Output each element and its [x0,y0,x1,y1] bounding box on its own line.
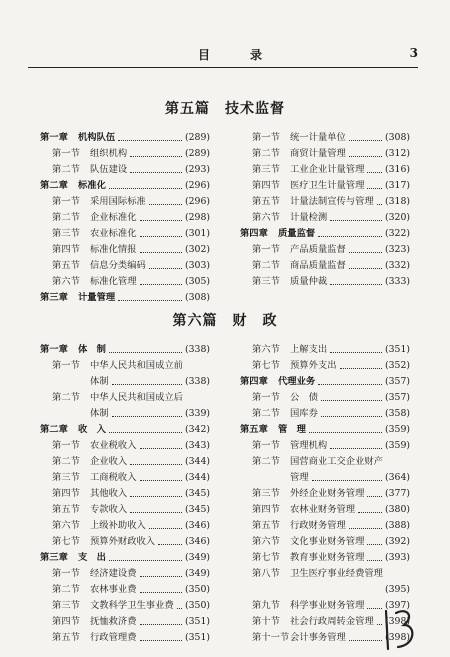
toc-section-entry [40,438,210,454]
toc-entry-title: 国营商业工交企业财产管理 [290,456,383,483]
toc-entry-page: (332) [385,260,410,271]
toc-entry-page: (312) [385,148,410,159]
toc-entry-label: 第一节 [252,440,280,451]
toc-chapter-entry [240,374,410,390]
toc-entry-title: 农林业财务管理 [290,504,356,515]
toc-entry-title: 上级补助收入 [90,520,146,531]
toc-entry-page: (345) [185,488,210,499]
toc-entry-label: 第五节 [252,196,280,207]
toc-entry-label: 第四节 [52,616,80,627]
toc-dot-leader [130,172,182,173]
toc-section-entry [40,226,210,242]
toc-section-entry [240,438,410,454]
toc-entry-label: 第二节 [252,148,280,159]
toc-entry-label: 第三章 [40,552,68,563]
toc-dot-leader [109,432,182,433]
toc-dot-leader [118,140,182,141]
toc-entry-label: 第六节 [252,536,280,547]
toc-entry-label: 第六节 [252,212,280,223]
toc-entry-label: 第七节 [52,536,80,547]
toc-entry-title: 农业税收入 [90,440,137,451]
toc-dot-leader [149,204,182,205]
toc-entry-title: 管 理 [278,424,306,435]
toc-entry-page: (296) [185,180,210,191]
toc-entry-page: (316) [385,164,410,175]
toc-section-entry [40,614,210,630]
toc-entry-label: 第一节 [52,568,80,579]
toc-entry-page: (352) [385,360,410,371]
toc-entry-page: (333) [385,276,410,287]
toc-entry-page: (359) [385,424,410,435]
toc-entry-title: 收 入 [78,424,106,435]
toc-entry-title: 标准化 [78,180,106,191]
toc-entry-title: 工商税收入 [90,472,137,483]
toc-section-entry [40,518,210,534]
toc-entry-label: 第四节 [52,488,80,499]
toc-entry-page: (342) [185,424,210,435]
toc-entry-title: 农林事业费 [90,584,137,595]
toc-dot-leader [349,268,382,269]
toc-section-entry [40,390,210,422]
toc-chapter-entry [40,130,210,146]
toc-dot-leader [367,544,382,545]
toc-entry-label: 第一节 [252,244,280,255]
toc-entry-page: (301) [185,228,210,239]
toc-entry-title: 支 出 [78,552,106,563]
toc-dot-leader [318,384,382,385]
toc-entry-label: 第四节 [252,180,280,191]
toc-dot-leader [318,236,382,237]
toc-entry-title: 文教科学卫生事业费 [90,600,174,611]
toc-entry-label: 第二节 [52,456,80,467]
toc-section-entry [240,534,410,550]
toc-entry-page: (357) [385,392,410,403]
toc-entry-label: 第二节 [52,212,80,223]
toc-dot-leader [177,608,182,609]
toc-dot-leader [330,448,382,449]
toc-entry-label: 第四章 [240,228,268,239]
toc-entry-page: (397) [385,600,410,611]
toc-entry-label: 第九节 [252,600,280,611]
toc-dot-leader [112,384,182,385]
toc-dot-leader [140,624,182,625]
toc-entry-page: (346) [185,520,210,531]
toc-entry-label: 第二节 [52,584,80,595]
part-five-title: 第五篇 技术监督 [165,101,285,117]
toc-dot-leader [140,236,182,237]
toc-section-entry [240,194,410,210]
toc-entry-title: 组织机构 [90,148,128,159]
toc-entry-label: 第五节 [52,504,80,515]
toc-entry-label: 第六节 [52,520,80,531]
header-rule [28,67,418,68]
toc-entry-label: 第五节 [252,520,280,531]
toc-entry-page: (351) [385,344,410,355]
toc-entry-page: (349) [185,568,210,579]
toc-section-entry [40,146,210,162]
toc-dot-leader [367,172,382,173]
toc-entry-label: 第三章 [40,292,68,303]
toc-entry-title: 质量仲裁 [290,276,328,287]
toc-entry-title: 预算外支出 [290,360,337,371]
toc-part-five-right-column [240,130,410,290]
toc-entry-page: (308) [185,292,210,303]
toc-section-entry [240,358,410,374]
toc-entry-title: 商品质量监督 [290,260,346,271]
toc-entry-page: (289) [185,148,210,159]
toc-chapter-entry [40,422,210,438]
toc-dot-leader [109,352,182,353]
toc-entry-title: 抚恤救济费 [90,616,137,627]
part-six-title: 第六篇 财 政 [172,313,278,329]
toc-entry-label: 第七节 [252,552,280,563]
toc-entry-label: 第三节 [52,228,80,239]
toc-section-entry [40,566,210,582]
toc-entry-label: 第一章 [40,344,68,355]
toc-entry-page: (345) [185,504,210,515]
toc-entry-page: (357) [385,376,410,387]
toc-dot-leader [358,512,382,513]
handwritten-page-mark [380,605,420,653]
toc-entry-title: 管理机构 [290,440,328,451]
toc-entry-title: 标准化管理 [90,276,137,287]
toc-section-entry [40,486,210,502]
toc-entry-page: (322) [385,228,410,239]
toc-entry-title: 农业标准化 [90,228,137,239]
toc-entry-label: 第一节 [52,196,80,207]
toc-dot-leader [109,560,182,561]
toc-entry-page: (359) [385,440,410,451]
toc-entry-title: 质量监督 [278,228,316,239]
toc-entry-title: 卫生医疗事业经费管理 [290,568,383,579]
toc-entry-title: 经济建设费 [90,568,137,579]
toc-dot-leader [349,252,382,253]
toc-entry-label: 第二章 [40,180,68,191]
toc-dot-leader [140,448,182,449]
toc-entry-page: (320) [385,212,410,223]
toc-entry-page: (344) [185,472,210,483]
toc-entry-page: (392) [385,536,410,547]
toc-section-entry [240,486,410,502]
toc-entry-title: 预算外财政收入 [90,536,156,547]
header-page-number: 3 [409,46,418,60]
toc-section-entry [240,342,410,358]
toc-entry-title: 采用国际标准 [90,196,146,207]
toc-entry-title: 公 债 [290,392,318,403]
toc-dot-leader [140,252,182,253]
toc-section-entry [240,210,410,226]
toc-entry-label: 第二节 [252,260,280,271]
toc-entry-label: 第五章 [240,424,268,435]
toc-entry-title: 标准化情报 [90,244,137,255]
toc-chapter-entry [240,226,410,242]
toc-entry-title: 上解支出 [290,344,328,355]
toc-entry-title: 计量检测 [290,212,328,223]
toc-dot-leader [349,640,382,641]
toc-entry-page: (388) [385,520,410,531]
toc-chapter-entry [40,342,210,358]
toc-dot-leader [112,416,182,417]
toc-section-entry [240,258,410,274]
toc-entry-page: (298) [185,212,210,223]
toc-entry-page: (338) [185,344,210,355]
toc-chapter-entry [240,422,410,438]
toc-dot-leader [140,220,182,221]
toc-section-entry [240,390,410,406]
toc-entry-page: (346) [185,536,210,547]
toc-entry-page: (318) [385,196,410,207]
toc-section-entry [40,470,210,486]
toc-dot-leader [140,640,182,641]
toc-dot-leader [130,512,182,513]
toc-dot-leader [130,464,182,465]
toc-entry-title: 行政财务管理 [290,520,346,531]
toc-entry-label: 第二节 [52,392,80,403]
toc-entry-label: 第八节 [252,568,280,579]
toc-entry-page: (351) [185,616,210,627]
toc-dot-leader [312,480,382,481]
toc-entry-label: 第二节 [252,408,280,419]
toc-entry-page: (305) [185,276,210,287]
toc-entry-label: 第五节 [52,632,80,643]
toc-section-entry [40,454,210,470]
toc-entry-page: (351) [185,632,210,643]
toc-dot-leader [109,188,182,189]
toc-entry-label: 第二节 [52,164,80,175]
toc-entry-page: (350) [185,600,210,611]
toc-section-entry [40,242,210,258]
toc-entry-title: 教育事业财务管理 [290,552,365,563]
toc-entry-title: 科学事业财务管理 [290,600,365,611]
toc-dot-leader [140,284,182,285]
toc-entry-title: 计量法制宣传与管理 [290,196,374,207]
toc-entry-page: (398) [385,632,410,643]
toc-entry-page: (364) [385,472,410,483]
toc-dot-leader [130,156,182,157]
toc-dot-leader [330,352,382,353]
running-header [28,46,418,66]
toc-dot-leader [140,480,182,481]
toc-section-entry [240,178,410,194]
toc-section-entry [240,146,410,162]
toc-section-entry [240,550,410,566]
toc-entry-title: 文化事业财务管理 [290,536,365,547]
header-title: 目 录 [198,48,277,62]
toc-section-entry [240,566,410,598]
toc-dot-leader [158,544,182,545]
toc-entry-title: 机构队伍 [78,132,116,143]
toc-section-entry [40,258,210,274]
toc-entry-label: 第二节 [252,456,280,467]
toc-dot-leader [349,528,382,529]
toc-dot-leader [367,496,382,497]
toc-entry-label: 第十节 [252,616,280,627]
toc-entry-title: 行政管理费 [90,632,137,643]
toc-dot-leader [118,300,182,301]
toc-dot-leader [349,156,382,157]
toc-entry-title: 国库券 [290,408,318,419]
toc-entry-label: 第一节 [52,360,80,371]
toc-entry-page: (289) [185,132,210,143]
toc-entry-page: (377) [385,488,410,499]
toc-dot-leader [149,268,182,269]
toc-chapter-entry [40,290,210,306]
toc-dot-leader [140,576,182,577]
toc-entry-label: 第三节 [252,164,280,175]
toc-entry-page: (338) [185,376,210,387]
toc-entry-page: (293) [185,164,210,175]
toc-dot-leader [130,496,182,497]
toc-part-five-left-column [40,130,210,306]
toc-entry-page: (323) [385,244,410,255]
toc-section-entry [40,194,210,210]
toc-entry-page: (350) [185,584,210,595]
toc-entry-page: (339) [185,408,210,419]
toc-entry-label: 第三节 [52,472,80,483]
toc-dot-leader [330,284,382,285]
toc-dot-leader [321,400,382,401]
toc-entry-title: 会计事务管理 [290,632,346,643]
toc-entry-title: 体 制 [78,344,106,355]
toc-entry-label: 第二章 [40,424,68,435]
toc-entry-title: 企业收入 [90,456,128,467]
toc-section-entry [240,502,410,518]
toc-entry-title: 中华人民共和国成立后体制 [90,392,183,419]
toc-entry-title: 工业企业计量管理 [290,164,365,175]
toc-entry-page: (393) [385,552,410,563]
toc-entry-label: 第三节 [252,276,280,287]
toc-dot-leader [330,220,382,221]
toc-entry-title: 社会行政周转金管理 [290,616,374,627]
toc-section-entry [40,630,210,646]
toc-part-six-right-column [240,342,410,646]
toc-entry-label: 第六节 [52,276,80,287]
toc-entry-page: (302) [185,244,210,255]
toc-entry-label: 第一节 [252,132,280,143]
toc-entry-title: 其他收入 [90,488,128,499]
toc-dot-leader [309,432,382,433]
toc-entry-page: (317) [385,180,410,191]
toc-entry-label: 第十一节 [252,632,290,643]
toc-section-entry [40,534,210,550]
toc-dot-leader [367,188,382,189]
toc-entry-title: 代理业务 [278,376,316,387]
toc-entry-title: 中华人民共和国成立前体制 [90,360,183,387]
toc-entry-title: 专款收入 [90,504,128,515]
toc-chapter-entry [40,178,210,194]
toc-entry-title: 商贸计量管理 [290,148,346,159]
toc-entry-page: (296) [185,196,210,207]
toc-entry-title: 统一计量单位 [290,132,346,143]
toc-section-entry [240,242,410,258]
toc-section-entry [40,582,210,598]
toc-entry-page: (349) [185,552,210,563]
toc-section-entry [40,358,210,390]
toc-entry-title: 信息分类编码 [90,260,146,271]
toc-dot-leader [149,528,182,529]
toc-entry-title: 计量管理 [78,292,116,303]
toc-entry-label: 第三节 [52,600,80,611]
toc-part-six-left-column [40,342,210,646]
toc-section-entry [240,130,410,146]
toc-dot-leader [377,204,382,205]
toc-dot-leader [349,140,382,141]
toc-entry-page: (303) [185,260,210,271]
toc-entry-label: 第六节 [252,344,280,355]
toc-section-entry [240,518,410,534]
toc-dot-leader [367,560,382,561]
toc-entry-page: (343) [185,440,210,451]
toc-entry-title: 外经企业财务管理 [290,488,365,499]
toc-section-entry [40,210,210,226]
toc-entry-label: 第一节 [52,440,80,451]
toc-dot-leader [321,416,382,417]
toc-entry-title: 队伍建设 [90,164,128,175]
toc-section-entry [40,162,210,178]
toc-entry-label: 第四节 [252,504,280,515]
toc-section-entry [240,406,410,422]
toc-entry-label: 第三节 [252,488,280,499]
toc-entry-page: (308) [385,132,410,143]
toc-entry-label: 第一节 [252,392,280,403]
toc-entry-label: 第四章 [240,376,268,387]
toc-entry-label: 第七节 [252,360,280,371]
toc-section-entry [240,274,410,290]
toc-entry-page: (380) [385,504,410,515]
toc-dot-leader [140,592,182,593]
toc-entry-label: 第四节 [52,244,80,255]
toc-entry-page: (358) [385,408,410,419]
toc-section-entry [40,274,210,290]
toc-section-entry [240,454,410,486]
toc-entry-page: (344) [185,456,210,467]
toc-chapter-entry [40,550,210,566]
toc-entry-title: 企业标准化 [90,212,137,223]
toc-entry-label: 第五节 [52,260,80,271]
toc-entry-label: 第一节 [52,148,80,159]
toc-section-entry [40,598,210,614]
toc-section-entry [240,162,410,178]
toc-entry-page: (398) [385,616,410,627]
toc-entry-label: 第一章 [40,132,68,143]
toc-entry-title: 产品质量监督 [290,244,346,255]
toc-entry-page: (395) [385,584,410,595]
toc-section-entry [40,502,210,518]
toc-dot-leader [340,368,382,369]
toc-entry-title: 医疗卫生计量管理 [290,180,365,191]
